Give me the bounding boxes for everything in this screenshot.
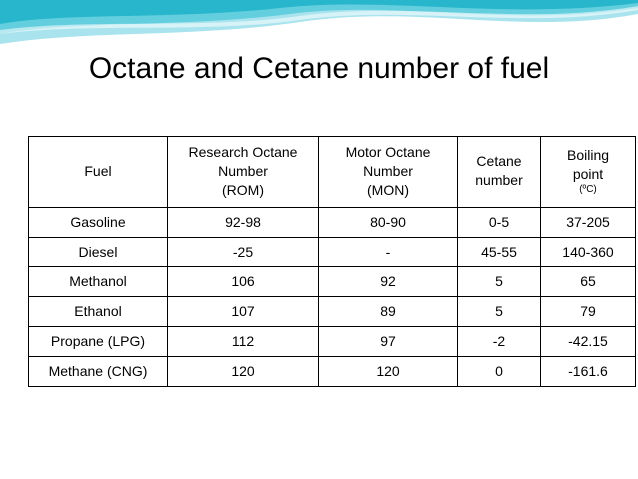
- cell-boiling-point: -42.15: [541, 327, 636, 357]
- cell-boiling-point: -161.6: [541, 357, 636, 387]
- header-line: Number: [218, 162, 268, 179]
- table-row: [29, 327, 636, 357]
- cell-boiling-point: 65: [541, 267, 636, 297]
- cell-cetane: 45-55: [458, 237, 541, 267]
- fuel-properties-table: [28, 136, 636, 387]
- cell-ron: -25: [168, 237, 319, 267]
- table-row: [29, 357, 636, 387]
- cell-mon: 97: [319, 327, 458, 357]
- cell-mon: -: [319, 237, 458, 267]
- cell-mon: 92: [319, 267, 458, 297]
- cell-fuel: Methane (CNG): [29, 357, 168, 387]
- table-row: [29, 207, 636, 237]
- header-line: number: [475, 172, 523, 189]
- cell-mon: 120: [319, 357, 458, 387]
- table-row: [29, 237, 636, 267]
- table-row: [29, 297, 636, 327]
- header-line: Motor Octane: [345, 144, 431, 160]
- cell-cetane: 5: [458, 297, 541, 327]
- header-line-unit: (ºC): [579, 184, 597, 196]
- cell-cetane: 0: [458, 357, 541, 387]
- header-line: Fuel: [84, 162, 112, 179]
- table-row: [29, 267, 636, 297]
- cell-ron: 107: [168, 297, 319, 327]
- column-header-research-octane-number: [168, 137, 319, 208]
- cell-fuel: Diesel: [29, 237, 168, 267]
- cell-fuel: Ethanol: [29, 297, 168, 327]
- header-line: Research Octane: [188, 144, 298, 160]
- column-header-cetane-number: [458, 137, 541, 208]
- cell-boiling-point: 79: [541, 297, 636, 327]
- cell-ron: 92-98: [168, 207, 319, 237]
- header-line: (MON): [367, 181, 409, 198]
- column-header-fuel: [29, 137, 168, 208]
- cell-mon: 89: [319, 297, 458, 327]
- header-line: Boiling: [566, 146, 610, 163]
- page-title: Octane and Cetane number of fuel: [88, 52, 550, 85]
- cell-fuel: Gasoline: [29, 207, 168, 237]
- header-line: Cetane: [476, 153, 522, 170]
- cell-fuel: Propane (LPG): [29, 327, 168, 357]
- header-line: Number: [363, 162, 413, 179]
- table-header-row: [29, 137, 636, 208]
- table-header: [29, 137, 636, 208]
- header-decoration: [0, 0, 638, 60]
- cell-cetane: 0-5: [458, 207, 541, 237]
- cell-ron: 120: [168, 357, 319, 387]
- column-header-motor-octane-number: [319, 137, 458, 208]
- cell-mon: 80-90: [319, 207, 458, 237]
- cell-boiling-point: 140-360: [541, 237, 636, 267]
- cell-boiling-point: 37-205: [541, 207, 636, 237]
- cell-cetane: -2: [458, 327, 541, 357]
- header-line: (ROM): [222, 181, 264, 198]
- cell-cetane: 5: [458, 267, 541, 297]
- cell-ron: 106: [168, 267, 319, 297]
- table-body: [29, 207, 636, 386]
- table-container: [28, 136, 614, 387]
- cell-fuel: Methanol: [29, 267, 168, 297]
- header-line: point: [572, 165, 604, 182]
- cell-ron: 112: [168, 327, 319, 357]
- column-header-boiling-point: [541, 137, 636, 208]
